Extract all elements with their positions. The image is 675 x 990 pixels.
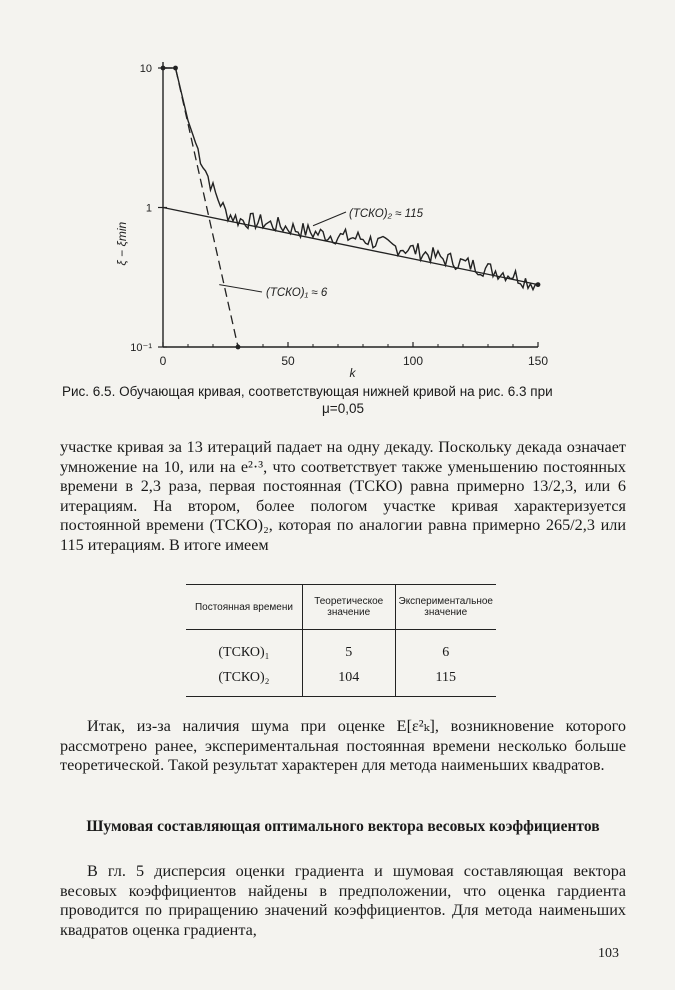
x-axis-label: k (349, 366, 356, 380)
table-header-cell: Экспериментальное значение (395, 585, 496, 630)
data-point (536, 282, 541, 287)
table-row (186, 630, 496, 666)
caption-line-1: Рис. 6.5. Обучающая кривая, соответствующая нижней кривой на рис. 6.3 при (62, 384, 553, 399)
y-tick-label: 10 (139, 63, 152, 75)
chart-axes (158, 62, 538, 347)
series-line-2 (163, 68, 238, 347)
data-point (236, 345, 241, 350)
figure-caption (62, 383, 624, 417)
annotation-tsko1: (TСКО)₁ ≈ 6 (266, 287, 328, 299)
data-point (173, 66, 178, 71)
y-axis-label: ξ − ξmin (115, 221, 129, 266)
table-cell: (TСКО)₂ (186, 665, 302, 697)
caption-line-2: μ=0,05 (322, 401, 364, 416)
x-tick-label: 0 (159, 354, 167, 368)
page-number: 103 (598, 946, 619, 961)
annotation-tsko2: (TСКО)₂ ≈ 115 (349, 208, 424, 220)
paragraph-2: Итак, из-за наличия шума при оценке E[ε²ₖ], возникновение которого рассмотрено ранее, экспериментальная постоянная времени несколько больше теоретической. Такой результат характерен для метода наименьших квадратов. (60, 717, 626, 775)
x-tick-label: 100 (402, 354, 424, 368)
annotation-leader (313, 212, 346, 226)
table-header-row (186, 585, 496, 630)
time-constants-table (186, 584, 496, 697)
table-cell: 115 (395, 665, 496, 697)
y-tick-label: 10⁻¹ (130, 342, 152, 354)
x-tick-label: 50 (281, 354, 295, 368)
table-cell: (TСКО)₁ (218, 644, 270, 660)
table-header-cell: Теоретическое значение (302, 585, 395, 630)
table-cell: 6 (395, 630, 496, 666)
x-tick-label: 150 (527, 354, 549, 368)
chart-labels (115, 63, 548, 380)
series-line-0 (163, 68, 538, 290)
y-tick-label: 1 (145, 202, 152, 215)
table-cell: 104 (302, 665, 395, 697)
table-cell: 5 (302, 630, 395, 666)
paragraph-3: В гл. 5 дисперсия оценки градиента и шумовая составляющая вектора весовых коэффициентов найдены в предположении, что оценка гардиента проводится по приращению значений коэффициентов. Для метода наименьших квадратов оценка градиента, (60, 862, 626, 939)
learning-curve-figure (0, 0, 675, 380)
paragraph-1: участке кривая за 13 итераций падает на одну декаду. Поскольку декада означает умножение на 10, или на e²·³, что соответствует также уменьшению постоянных времени в 2,3 раза, первая постоянная (TСКО) равна примерно 13/2,3, или 6 итерациям. На втором, более пологом участке кривая характеризуется постоянной времени (TСКО)₂, которая по аналогии равна примерно 265/2,3 или 115 итерациям. В итоге имеем (60, 438, 626, 554)
table-header-cell: Постоянная времени (186, 585, 302, 630)
data-point (161, 66, 166, 71)
table-row (186, 665, 496, 697)
section-heading: Шумовая составляющая оптимального вектора весовых коэффициентов (86, 818, 600, 835)
